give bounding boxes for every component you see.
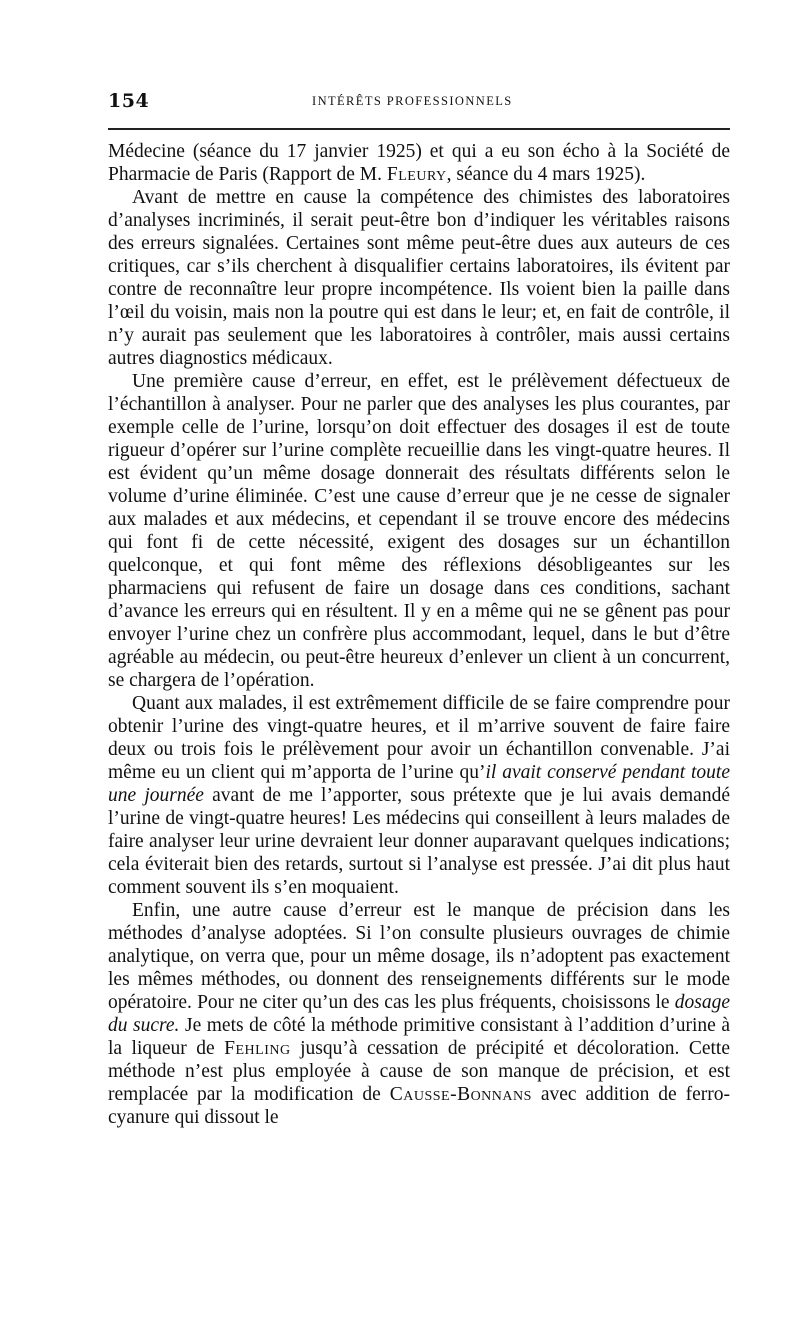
paragraph-3: Une première cause d’erreur, en effet, est le prélèvement défectueux de l’échantillon à analyser. Pour ne parler que des analyses les plus courantes, par exemple celle de l’urine, lorsqu’on doit effectuer des dosages il est de toute rigueur d’opérer sur l’urine complète recueillie dans les vingt-quatre heures. Il est évident qu’un même dosage donnerait des résultats différents selon le volume d’urine éliminée. C’est une cause d’erreur que je ne cesse de signaler aux malades et aux médecins, et cependant il se trouve encore des médecins qui font fi de cette nécessité, exigent des dosages sur un échantillon quelconque, et qui font même des réflexions désobligeantes sur les pharmaciens qui refusent de faire un dosage dans ces conditions, sachant d’avance les erreurs qui en résultent. Il y en a même qui ne se gênent pas pour envoyer l’urine chez un confrère plus accommodant, lequel, dans le but d’être agréable au médecin, ou peut-être heureux d’enlever un client à un concurrent, se chargera de l’opération.	[108, 371, 730, 691]
paragraph-1	[108, 140, 730, 186]
page-number: 154	[108, 90, 150, 112]
paragraph-4-text-a: Quant aux malades, il est extrêmement difficile de se faire comprendre pour obtenir l’urine des vingt-quatre heures, et il m’arrive souvent de faire faire deux ou trois fois le prélèvement pour avoir un échantillon convenable. J’ai même eu un client qui m’apporta de l’urine qu’	[108, 693, 730, 783]
paragraph-1-text-b: , séance du 4 mars 1925).	[446, 164, 646, 185]
paragraph-2: Avant de mettre en cause la compétence des chimistes des laboratoires d’analyses incriminés, il serait peut-être bon d’indiquer les véritables raisons des erreurs signalées. Certaines sont même peut-être dues aux auteurs de ces critiques, car s’ils cherchent à disqualifier certains laboratoires, ils évitent par contre de reconnaître leur propre incompétence. Ils voient bien la paille dans l’œil du voisin, mais non la poutre qui est dans le leur; et, en fait de contrôle, il n’y aurait pas seulement que les laboratoires à contrôler, mais aussi certains autres diagnostics médicaux.	[108, 187, 730, 369]
paragraph-5-text-c: jusqu’à cessation de précipité et décoloration. Cette méthode n’est plus employée à cause de son manque de précision, et est remplacée par la modification de	[108, 1038, 731, 1105]
paragraph-5-text-b: Je mets de côté la méthode primitive consistant à l’addition d’urine à la liqueur de	[108, 1015, 731, 1059]
paragraph-4-text-b: avant de me l’apporter, sous prétexte que je lui avais demandé l’urine de vingt-quatre heures! Les médecins qui conseillent à leurs malades de faire analyser leur urine devraient leur donner auparavant quelques indications; cela éviterait bien des retards, surtout si l’analyse est pressée. J’ai dit plus haut comment souvent ils s’en moquaient.	[108, 785, 730, 898]
header-rule	[108, 128, 730, 130]
page-header	[108, 88, 730, 120]
author-name-causse-bonnans: Causse-Bonnans	[389, 1084, 532, 1105]
paragraph-5-text-d: avec addition de ferro-cyanure qui dissout le	[108, 1084, 730, 1128]
running-head: INTÉRÊTS PROFESSIONNELS	[312, 94, 513, 108]
author-name-fehling: Fehling	[224, 1038, 291, 1059]
paragraph-5-italic: dosage du sucre.	[108, 992, 730, 1036]
author-name-fleury: Fleury	[386, 164, 447, 185]
paragraph-4-italic: il avait conservé pendant toute une journée	[108, 762, 730, 806]
paragraph-5-text-a: Enfin, une autre cause d’erreur est le manque de précision dans les méthodes d’analyse adoptées. Si l’on consulte plusieurs ouvrages de chimie analytique, on verra que, pour un même dosage, ils n’adoptent pas exactement les mêmes méthodes, ou donnent des renseignements différents sur le mode opératoire. Pour ne citer qu’un des cas les plus fréquents, choisissons le	[108, 900, 730, 1013]
paragraph-1-text-a: Médecine (séance du 17 janvier 1925) et qui a eu son écho à la Société de Pharmacie de Paris (Rapport de M.	[108, 141, 730, 185]
paragraph-4	[108, 692, 730, 899]
paragraph-5	[108, 899, 730, 1129]
body-text	[108, 140, 730, 1129]
